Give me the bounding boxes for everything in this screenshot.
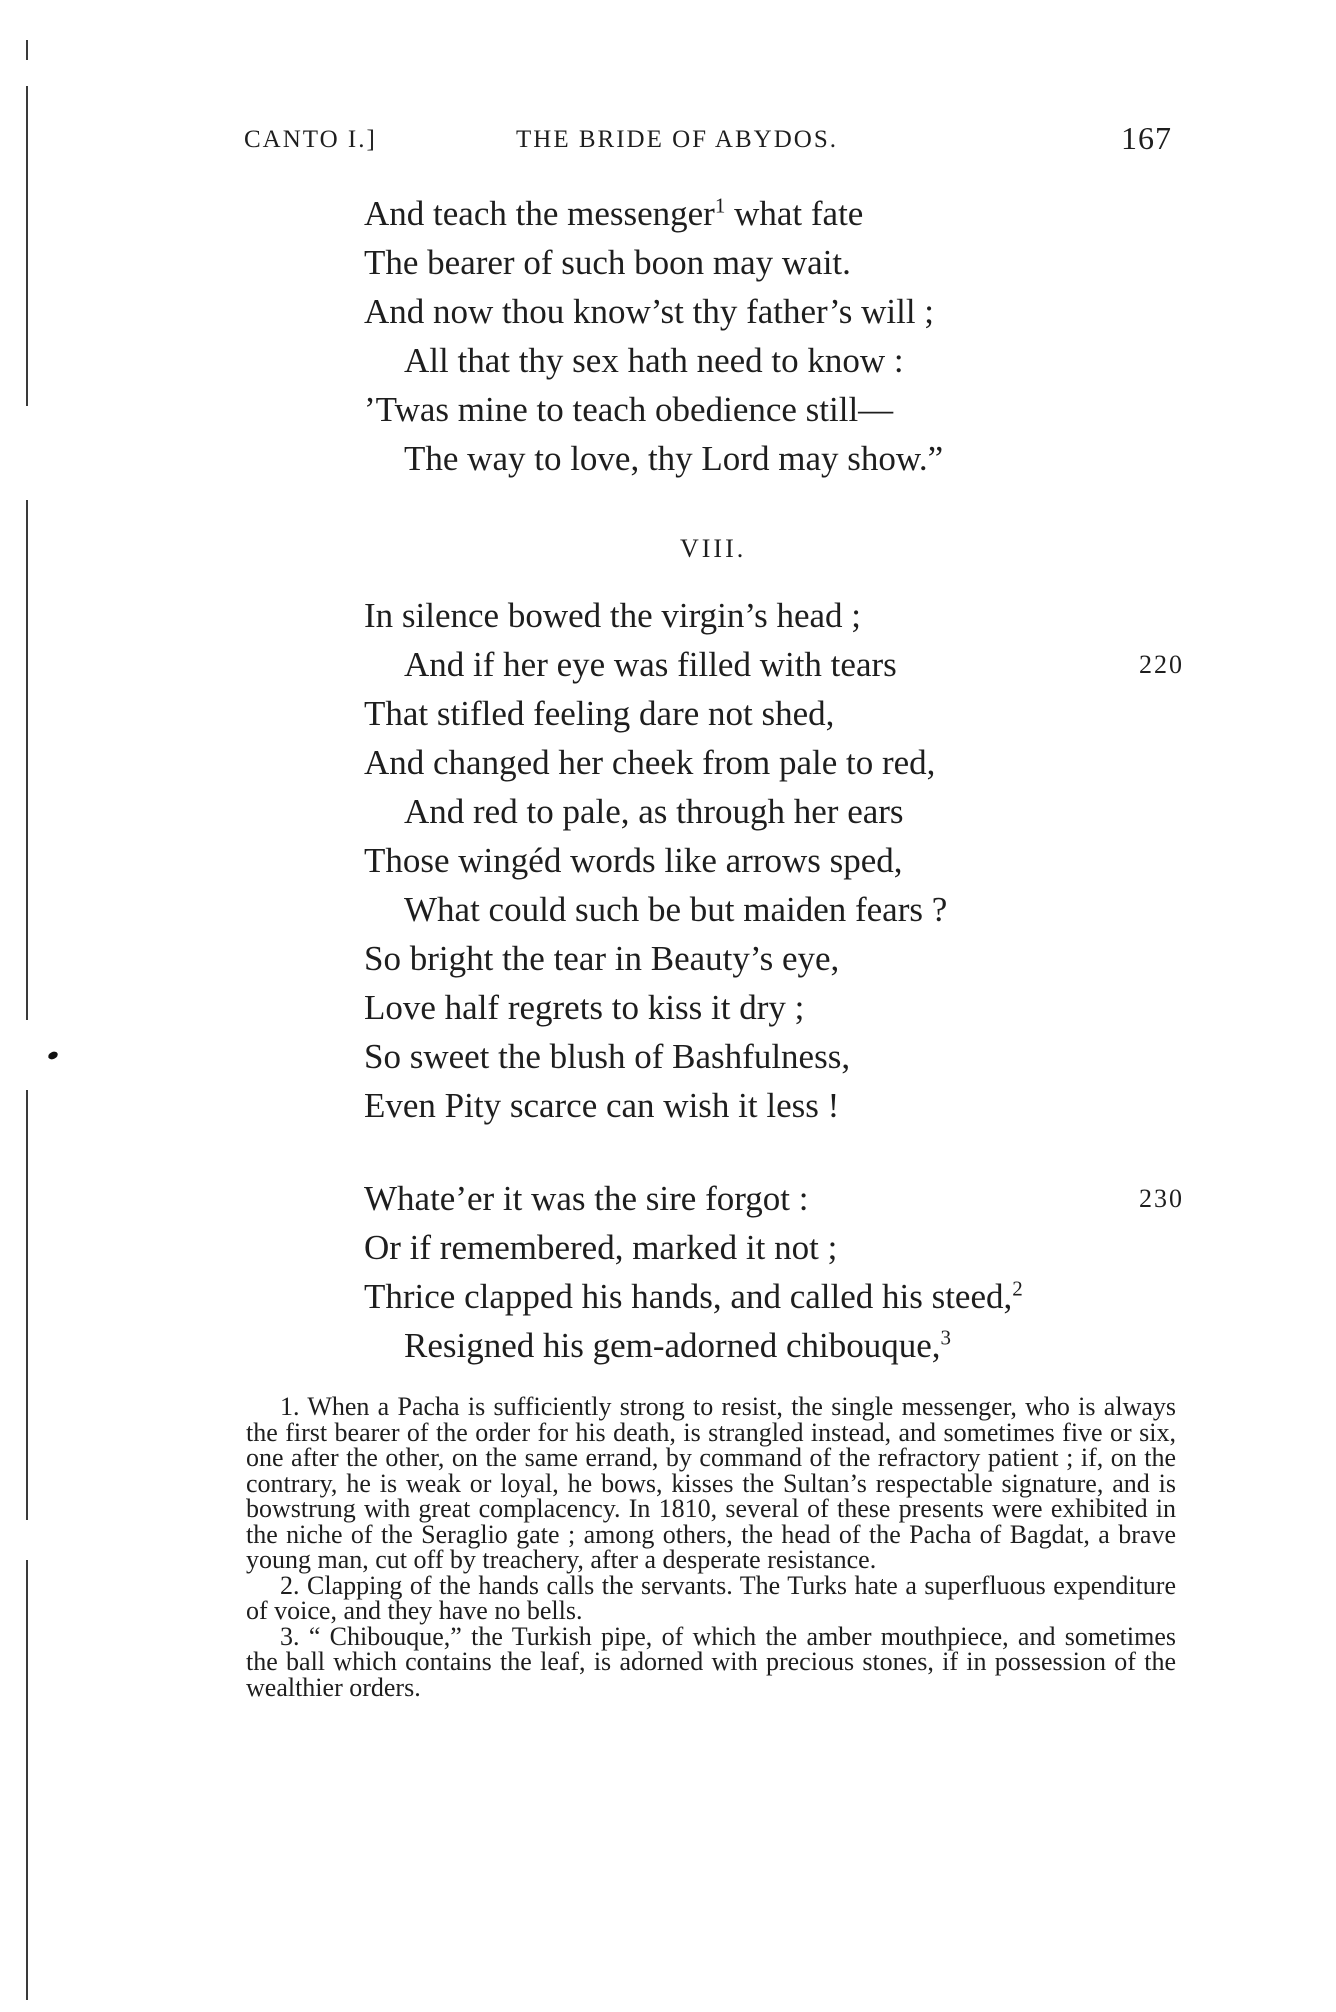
verse-text-continued: what fate — [725, 194, 864, 233]
margin-rule-4 — [26, 1090, 28, 1520]
verse-text: Even Pity scarce can wish it less ! — [364, 1086, 840, 1125]
verse-line — [364, 739, 935, 787]
verse-text: What could such be but maiden fears ? — [404, 890, 948, 929]
verse-line — [364, 239, 851, 287]
page-number: 167 — [1121, 120, 1172, 156]
verse-text: Thrice clapped his hands, and called his steed, — [364, 1277, 1013, 1316]
verse-line — [364, 935, 839, 983]
verse-line — [404, 435, 943, 483]
verse-text: Those wingéd words like arrows sped, — [364, 841, 903, 880]
verse-line — [364, 190, 863, 238]
verse-line — [404, 1322, 951, 1370]
verse-line — [404, 337, 904, 385]
verse-text: Whate’er it was the sire forgot : — [364, 1179, 809, 1218]
footnote-marker: 3 — [940, 1325, 952, 1350]
canto-label: CANTO I.] — [244, 126, 377, 153]
verse-text: So sweet the blush of Bashfulness, — [364, 1037, 851, 1076]
footnote-marker: 1 — [714, 193, 726, 218]
margin-rule-5 — [26, 1560, 28, 2000]
verse-text: All that thy sex hath need to know : — [404, 341, 904, 380]
verse-line — [364, 1175, 808, 1223]
footnote-marker: 2 — [1012, 1276, 1023, 1301]
line-number: 220 — [1139, 650, 1184, 679]
verse-line — [364, 288, 934, 336]
verse-text: ’Twas mine to teach obedience still— — [364, 390, 894, 429]
verse-line — [364, 1082, 839, 1130]
footnote-2: 2. Clapping of the hands calls the servants. The Turks hate a superfluous expenditure of voice, and they have no bells. — [246, 1570, 1176, 1625]
verse-text: In silence bowed the virgin’s head ; — [364, 596, 862, 635]
footnotes — [246, 1394, 1176, 1700]
verse-text: The bearer of such boon may wait. — [364, 243, 851, 282]
verse-text: Or if remembered, marked it not ; — [364, 1228, 838, 1267]
verse-line — [404, 886, 947, 934]
verse-text: And now thou know’st thy father’s will ; — [364, 292, 935, 331]
book-title: THE BRIDE OF ABYDOS. — [516, 126, 838, 153]
verse-line — [364, 1273, 1023, 1321]
margin-rule-2 — [26, 86, 28, 406]
verse-line — [404, 788, 904, 836]
verse-line — [364, 984, 804, 1032]
verse-block — [364, 190, 1184, 1365]
footnote-3: 3. “ Chibouque,” the Turkish pipe, of which the amber mouthpiece, and sometimes the ball which contains the leaf, is adorned with precious stones, if in possession of the wealthier orders. — [246, 1621, 1176, 1702]
verse-text: So bright the tear in Beauty’s eye, — [364, 939, 840, 978]
verse-text: That stifled feeling dare not shed, — [364, 694, 835, 733]
verse-text: Resigned his gem-adorned chibouque, — [404, 1326, 941, 1365]
verse-text: The way to love, thy Lord may show.” — [404, 439, 944, 478]
running-head — [244, 120, 1172, 160]
margin-rule-3 — [26, 500, 28, 1020]
verse-line — [364, 690, 834, 738]
verse-text: And red to pale, as through her ears — [404, 792, 904, 831]
verse-line — [364, 1224, 837, 1272]
line-number: 230 — [1139, 1184, 1184, 1213]
verse-text: And if her eye was filled with tears — [404, 645, 897, 684]
footnote-1: 1. When a Pacha is sufficiently strong to resist, the single messenger, who is always the first bearer of the order for his death, is strangled instead, and sometimes five or six, one after the other, on the same errand, by command of the refractory patient ; if, on the contrary, he is weak or loyal, he bows, kisses the Sultan’s respectable signature, and is bowstrung with great complacency. In 1810, several of these presents were exhibited in the niche of the Seraglio gate ; among others, the head of the Pacha of Bagdat, a brave young man, cut off by treachery, after a desperate resistance. — [246, 1392, 1176, 1574]
section-numeral: VIII. — [680, 534, 747, 563]
verse-line — [364, 837, 903, 885]
verse-text: And teach the messenger — [364, 194, 715, 233]
verse-text: Love half regrets to kiss it dry ; — [364, 988, 805, 1027]
ink-spot — [47, 1050, 59, 1061]
verse-line — [404, 641, 897, 689]
verse-line — [364, 592, 861, 640]
verse-text: And changed her cheek from pale to red, — [364, 743, 936, 782]
margin-rule-1 — [26, 40, 28, 60]
verse-line — [364, 1033, 850, 1081]
verse-line — [364, 386, 893, 434]
